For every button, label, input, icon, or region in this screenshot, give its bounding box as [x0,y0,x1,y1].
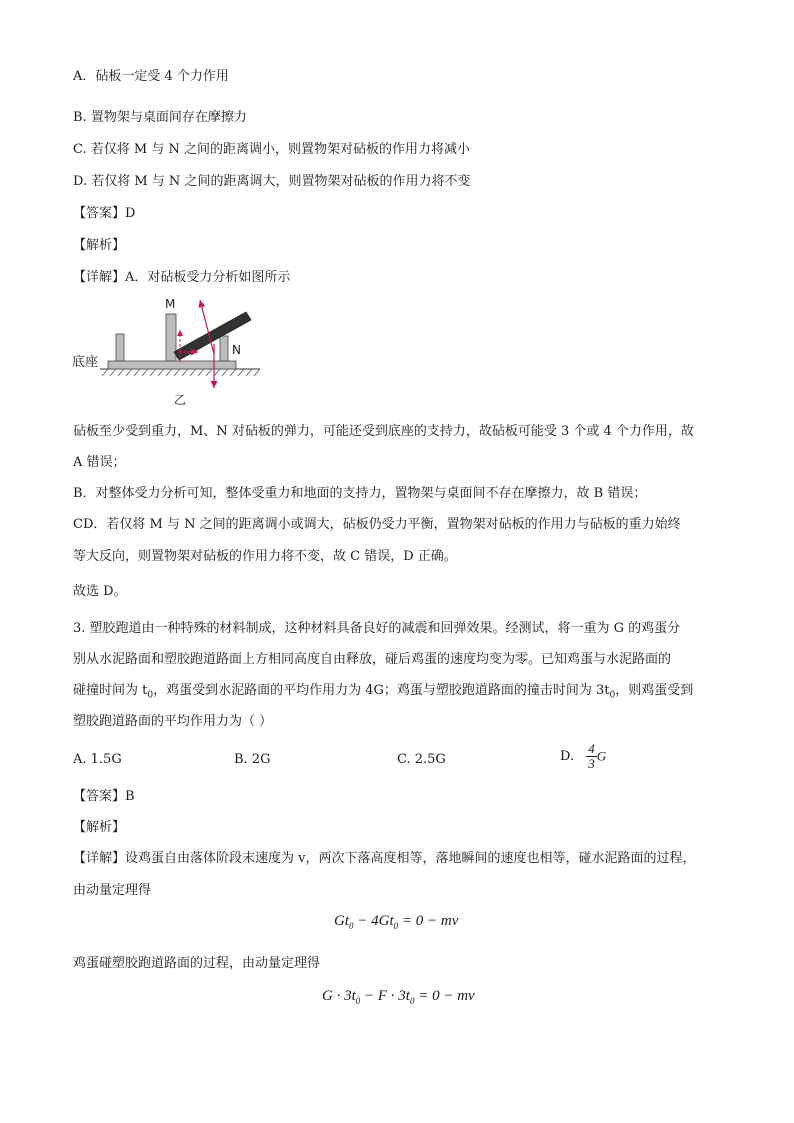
label-m: M [165,297,176,311]
q2-paragraph-1a: 砧板至少受到重力，M、N 对砧板的弹力，可能还受到底座的支持力，故砧板可能受 3 个或 4 个力作用，故 [73,424,694,439]
q3-stem-2: 别从水泥路面和塑胶跑道路面上方相同高度自由释放，碰后鸡蛋的速度均变为零。已知鸡蛋与水泥路面的 [73,652,672,667]
q2-option-c: C. 若仅将 M 与 N 之间的距离调小，则置物架对砧板的作用力将减小 [73,142,470,157]
q3-stem-3: 碰撞时间为 $t_0$，鸡蛋受到水泥路面的平均作用力为 4G；鸡蛋与塑胶跑道路面的撞击时间为 $3t_0$，则鸡蛋受到 [73,683,694,701]
force-diagram [70,292,270,407]
base-plate [108,361,236,369]
equation-2: $G \cdot 3t_0 - F \cdot 3t_0 = 0$ − mv [322,988,475,1006]
q2-paragraph-1b: A 错误； [73,455,126,470]
q2-detail: 【详解】A．对砧板受力分析如图所示 [73,270,291,285]
q2-paragraph-3b: 等大反向，则置物架对砧板的作用力将不变，故 C 错误，D 正确。 [73,549,457,564]
label-caption: 乙 [174,393,187,407]
q3-detail-3: 鸡蛋碰塑胶跑道路面的过程，由动量定理得 [73,956,321,971]
q3-stem-1: 3. 塑胶跑道由一种特殊的材料制成，这种材料具备良好的减震和回弹效果。经测试，将一重为 G 的鸡蛋分 [73,621,681,636]
left-post [116,334,124,361]
label-base: 底座 [72,355,99,370]
q2-analysis: 【解析】 [73,238,126,253]
q3-analysis: 【解析】 [73,820,126,835]
q2-paragraph-3a: CD．若仅将 M 与 N 之间的距离调小或调大，砧板仍受力平衡，置物架对砧板的作用力与砧板的重力始终 [73,517,681,532]
q2-option-b: B. 置物架与桌面间存在摩擦力 [73,110,247,125]
n-post [220,336,228,361]
q3-detail-1: 【详解】设鸡蛋自由落体阶段末速度为 v，两次下落高度相等，落地瞬间的速度也相等，碰水泥路面的过程， [73,851,696,866]
q3-option-c: C. 2.5G [397,752,446,767]
equation-1: $Gt_0 - 4Gt_0 = 0$ − mv [334,913,459,931]
q3-option-b: B. 2G [234,752,271,767]
q2-answer: 【答案】D [73,206,136,221]
q2-option-d: D. 若仅将 M 与 N 之间的距离调大，则置物架对砧板的作用力将不变 [73,174,471,189]
q3-option-a: A. 1.5G [73,752,122,767]
q2-option-a: A．砧板一定受 4 个力作用 [73,69,229,84]
m-post [166,314,176,361]
label-n: N [232,343,241,357]
q2-paragraph-2: B．对整体受力分析可知，整体受重力和地面的支持力，置物架与桌面间不存在摩擦力，故 B 错误； [73,486,647,501]
q3-detail-2: 由动量定理得 [73,883,152,898]
ground-hatch [102,369,260,376]
q2-choose: 故选 D。 [73,584,127,599]
q3-option-d: D. $\frac{4}{3}$ G [560,741,607,771]
q3-answer: 【答案】B [73,789,135,804]
q3-stem-4: 塑胶跑道路面的平均作用力为（ ） [73,714,273,729]
